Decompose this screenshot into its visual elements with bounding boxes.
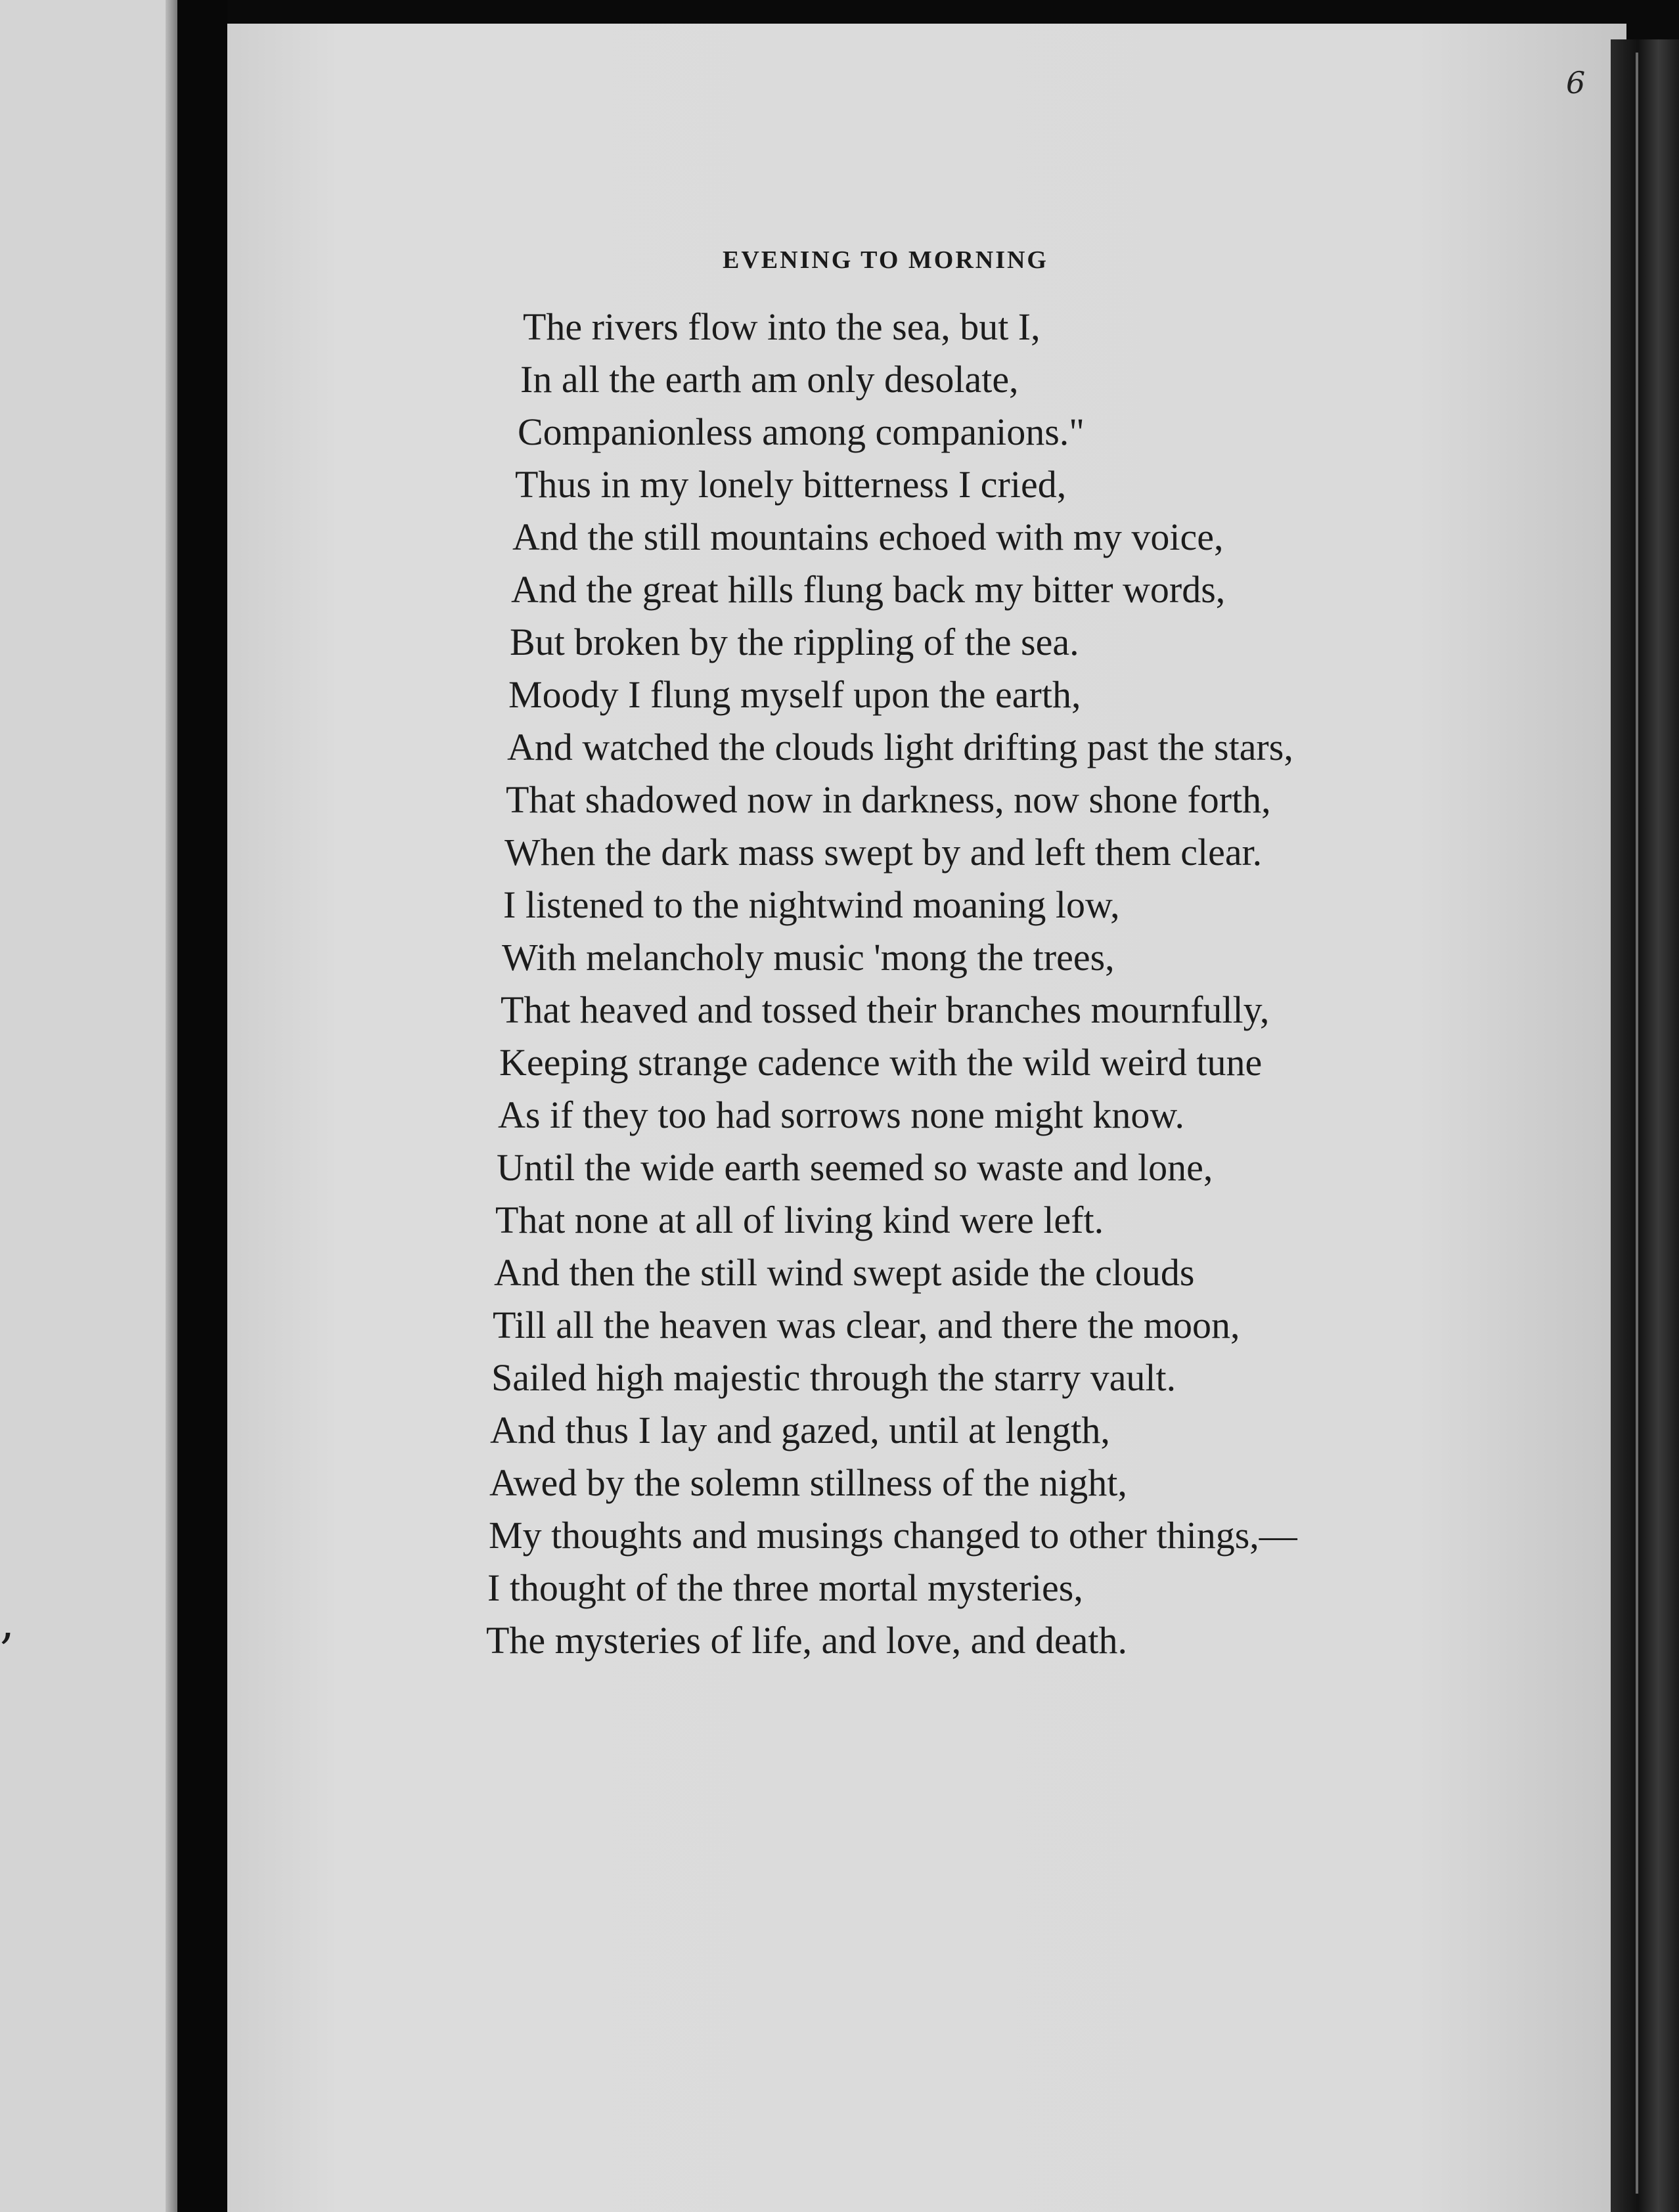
- poem-line: Till all the heaven was clear, and there the moon,: [493, 1304, 1240, 1346]
- left-page-edge: [166, 0, 177, 2212]
- poem-line: That shadowed now in darkness, now shone forth,: [506, 778, 1271, 821]
- running-head: EVENING TO MORNING: [723, 246, 1048, 274]
- poem-line: Awed by the solemn stillness of the night,: [489, 1461, 1127, 1504]
- left-page-strip: [0, 0, 177, 2212]
- poem-line: And the still mountains echoed with my voice,: [512, 516, 1224, 558]
- poem-line: As if they too had sorrows none might know.: [498, 1094, 1184, 1136]
- book-spine: [1611, 39, 1679, 2212]
- poem-line: And thus I lay and gazed, until at length,: [490, 1409, 1110, 1451]
- poem-text: [486, 301, 1485, 1667]
- poem-line: With melancholy music 'mong the trees,: [502, 936, 1115, 979]
- left-page-fragment: ,: [0, 1595, 15, 1649]
- poem-line: And watched the clouds light drifting past the stars,: [507, 726, 1293, 768]
- page-number: 6: [1566, 65, 1586, 100]
- book-gutter: [177, 0, 227, 2212]
- poem-line: I listened to the nightwind moaning low,: [503, 883, 1120, 926]
- poem-line: My thoughts and musings changed to other things,—: [489, 1514, 1297, 1557]
- poem-line: The rivers flow into the sea, but I,: [523, 305, 1041, 348]
- poem-line: In all the earth am only desolate,: [520, 358, 1019, 401]
- poem-line: But broken by the rippling of the sea.: [510, 621, 1079, 663]
- poem-line: Thus in my lonely bitterness I cried,: [515, 463, 1067, 506]
- poem-line: Companionless among companions.": [518, 410, 1085, 453]
- poem-line: The mysteries of life, and love, and death.: [486, 1619, 1128, 1662]
- poem-line: When the dark mass swept by and left them clear.: [504, 831, 1263, 874]
- poem-line: And the great hills flung back my bitter words,: [511, 568, 1226, 611]
- spine-rule: [1636, 53, 1638, 2194]
- poem-line: Keeping strange cadence with the wild weird tune: [499, 1041, 1263, 1084]
- poem-line: Sailed high majestic through the starry vault.: [491, 1356, 1176, 1399]
- poem-line: I thought of the three mortal mysteries,: [487, 1566, 1083, 1609]
- poem-line: That heaved and tossed their branches mournfully,: [501, 988, 1270, 1031]
- poem-line: That none at all of living kind were left.: [495, 1199, 1104, 1241]
- poem-line: And then the still wind swept aside the clouds: [494, 1251, 1195, 1294]
- poem-line: Until the wide earth seemed so waste and lone,: [497, 1146, 1213, 1189]
- poem-line: Moody I flung myself upon the earth,: [508, 673, 1081, 716]
